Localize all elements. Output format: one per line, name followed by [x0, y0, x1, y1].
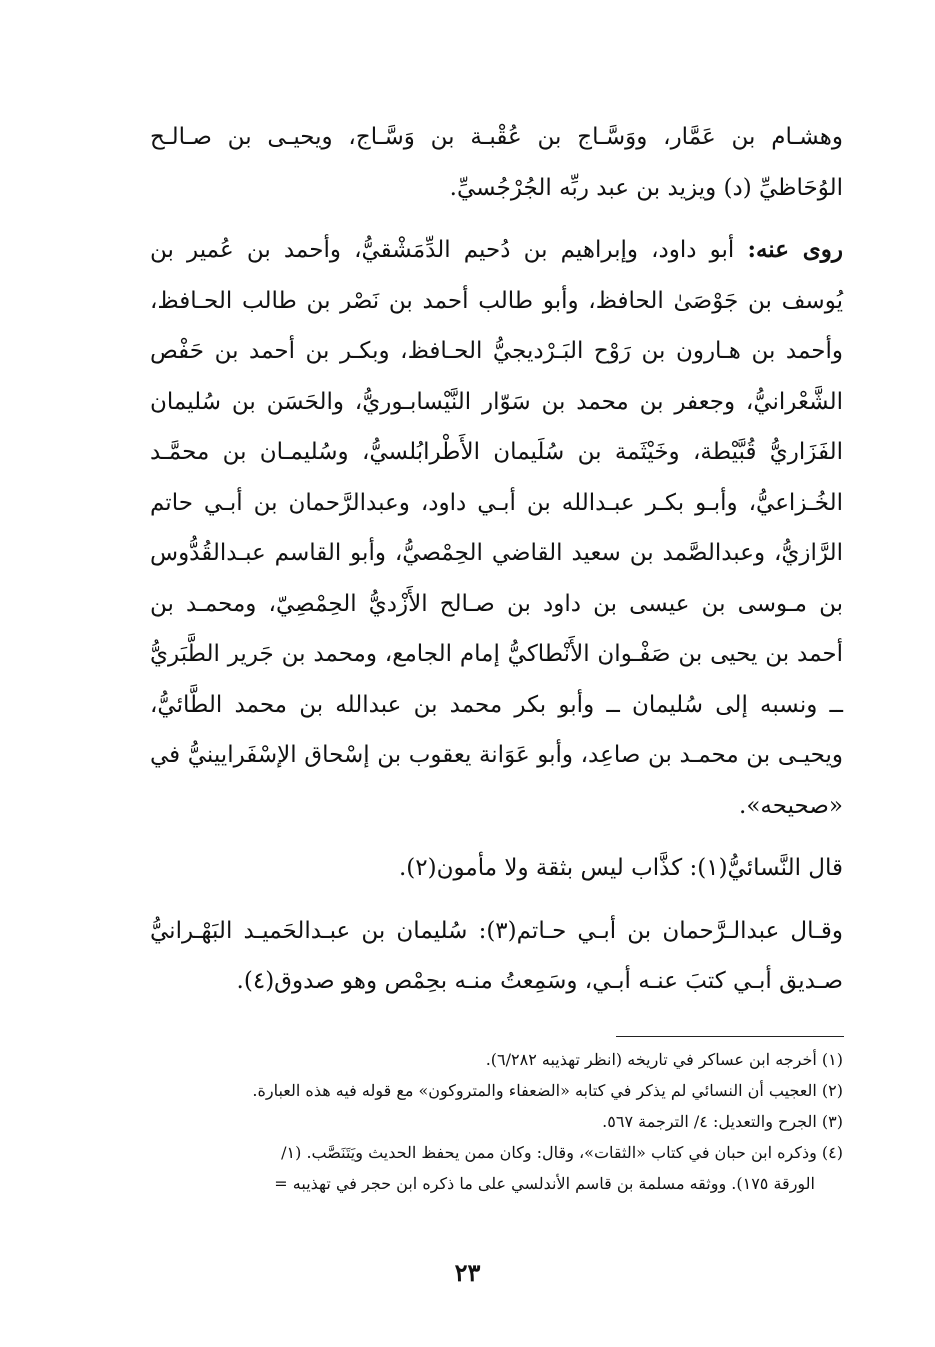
paragraph-gap: [150, 213, 843, 225]
main-text: [150, 112, 843, 1007]
footnote-4-continuation: الورقة ١٧٥). ووثقه مسلمة بن قاسم الأندلسي على ما ذكره ابن حجر في تهذيبه =: [274, 1174, 815, 1193]
paragraph-abi-hatim-quote: وقـال عبدالـرَّحمان بن أبـي حـاتم(٣): سُليمان بن عبـدالحَميـد البَهْـرانيُّ صـديق أبـي كتبَ عنـه أبـي، وسَمِعتُ منـه بحِمْص وهو صدوق(٤).: [150, 917, 843, 994]
paragraph-narrators: [150, 225, 843, 831]
paragraph-gap: [150, 894, 843, 906]
narrators-heading: روى عنه:: [747, 236, 843, 263]
footnote-2: (٢) العجيب أن النسائي لم يذكر في كتابه «الضعفاء والمتروكون» مع قوله فيه هذه العبارة.: [252, 1081, 843, 1100]
footnotes: [150, 1044, 843, 1199]
paragraph-nasai-quote: قال النَّسائيُّ(١): كذَّاب ليس بثقة ولا مأمون(٢).: [399, 855, 843, 881]
footnote-3: (٣) الجرح والتعديل: ٤/ الترجمة ٥٦٧.: [602, 1112, 843, 1131]
page-number: ٢٣: [454, 1258, 481, 1287]
footnote-1: (١) أخرجه ابن عساكر في تاريخه (انظر تهذيبه ٦/٢٨٢).: [485, 1050, 843, 1069]
paragraph-teachers: وهشـام بن عَمَّار، ووَسَّـاج بن عُقْبـة بن وَسَّـاج، ويحيـى بن صـالـح الوُحَاظيِّ (د) ويزيد بن عبد ربِّه الجُرْجُسيِّ.: [150, 124, 843, 201]
footnote-separator: [616, 1036, 844, 1037]
footnote-4: (٤) وذكره ابن حبان في كتاب «الثقات»، وقال: وكان ممن يحفظ الحديث ويَتَنَصَّب. (١/: [281, 1143, 843, 1162]
paragraph-gap: [150, 831, 843, 843]
narrators-text: أبو داود، وإبراهيم بن دُحيم الدِّمَشْقيُّ، وأحمد بن عُمير بن يُوسف بن جَوْصَىٰ الحافظ، وأبو طالب أحمد بن نَصْر بن طالب الحـافظ، وأحمد بن هـارون بن رَوْح البَـرْديجيُّ الحـافظ، وبكـر بن أحمد بن حَفْص الشَّعْرانيُّ، وجعفر بن محمد بن سَوّار النَّيْسابـوريُّ، والحَسَن بن سُليمان الفَزَاريُّ قُبَّيْطة، وخَيْثَمة بن سُلَيمان الأَطْرابُلسيُّ، وسُليمـان بن محمَّـد الخُـزاعيُّ، وأبـو بكـر عبـدالله بن أبـي داود، وعبدالرَّحمان بن أبـي حاتم الرَّازيُّ، وعبدالصَّمد بن سعيد القاضي الحِمْصيُّ، وأبو القاسم عبـدالقُدُّوس بن مـوسى بن عيسى بن داود بن صـالح الأَزْديُّ الحِمْصِيّ، ومحمـد بن أحمد بن يحيى بن صَفْـوان الأَنْطاكيُّ إمام الجامع، ومحمد بن جَرير الطَّبَريُّ ــ ونسبه إلى سُليمان ــ وأبو بكر محمد بن عبدالله بن محمد الطَّائيُّ، ويحيـى بن محمـد بن صاعِد، وأبو عَوَانة يعقوب بن إسْحاق الإسْفَرايينيُّ في «صحيحه».: [150, 237, 843, 819]
